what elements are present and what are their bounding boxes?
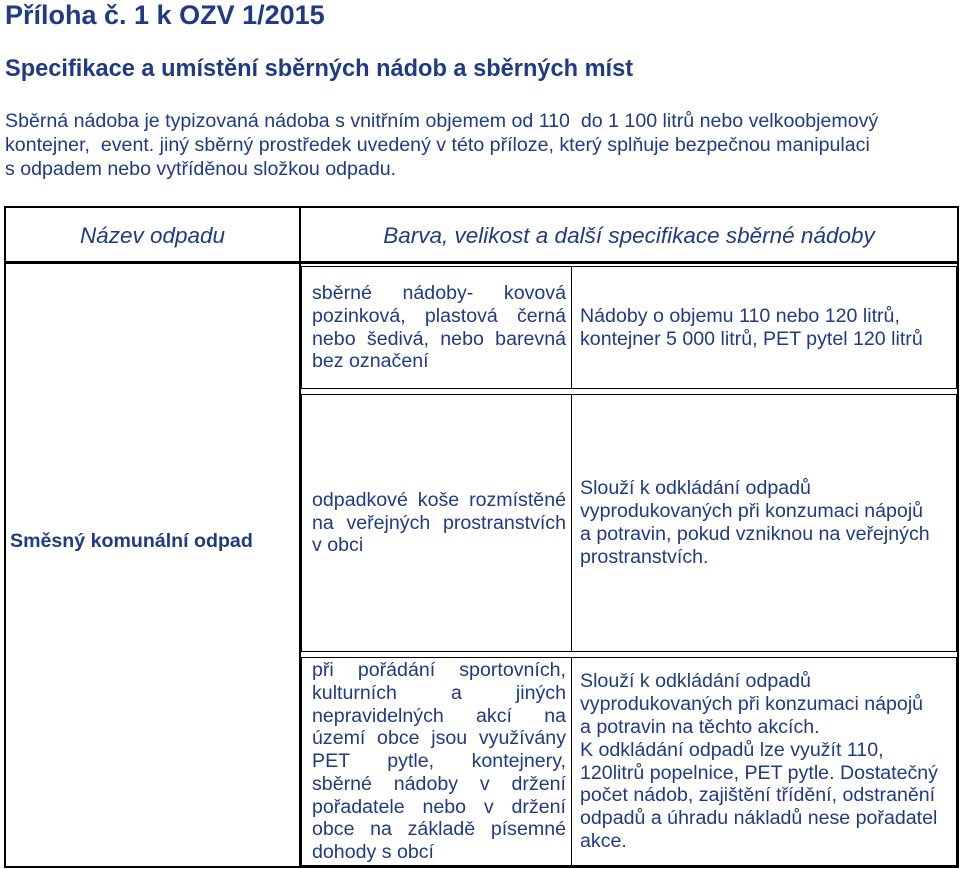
container-line: na veřejných prostranstvích — [312, 511, 566, 534]
spec-line: kontejner 5 000 litrů, PET pytel 120 litrů — [580, 327, 923, 350]
table-row — [301, 394, 957, 652]
container-line: kulturních a jiných — [312, 681, 566, 704]
spec-line: vyprodukovaných při konzumaci nápojů — [580, 500, 924, 523]
container-line: nepravidelných akcí na — [312, 704, 566, 727]
table-row — [301, 657, 957, 866]
container-line: nebo šedivá, nebo barevná — [312, 327, 566, 350]
intro-line: kontejner, event. jiný sběrný prostředek uvedený v této příloze, který splňuje bezpečnou manipulaci — [5, 134, 870, 156]
spec-cell — [572, 658, 956, 865]
header-waste-name — [6, 208, 299, 261]
container-line: při pořádání sportovních, — [312, 658, 566, 681]
section-title: Specifikace a umístění sběrných nádob a sběrných míst — [5, 56, 634, 82]
spec-line: Slouží k odkládání odpadů — [580, 670, 811, 693]
spec-line: a potravin, pokud vzniknou na veřejných — [580, 523, 930, 545]
intro-line: Sběrná nádoba je typizovaná nádoba s vnitřním objemem od 110 do 1 100 litrů nebo velkoobjemový — [5, 110, 879, 132]
header-container-spec — [301, 208, 957, 261]
spec-line: Nádoby o objemu 110 nebo 120 litrů, — [580, 304, 900, 327]
header-container-spec-label: Barva, velikost a další specifikace sběrné nádoby — [383, 223, 875, 249]
container-line: pozinková, plastová černá — [312, 304, 566, 327]
spec-line: vyprodukovaných při konzumaci nápojů — [580, 693, 924, 716]
spec-line: akce. — [580, 829, 627, 852]
spec-cell — [572, 267, 956, 388]
spec-line: prostranstvích. — [580, 545, 709, 568]
container-line: bez označení — [312, 350, 429, 373]
waste-type-label: Směsný komunální odpad — [10, 530, 253, 552]
header-waste-name-label: Název odpadu — [79, 223, 226, 249]
spec-line: odpadů a úhradu nákladů nese pořadatel — [580, 807, 938, 830]
container-line: sběrné nádoby- kovová — [312, 281, 566, 304]
header-divider — [4, 261, 959, 264]
container-line: obce na základě písemné — [312, 818, 566, 841]
container-cell — [302, 658, 572, 865]
container-line: území obce jsou využívány — [312, 727, 566, 750]
spec-line: 120litrů popelnice, PET pytle. Dostatečný — [580, 761, 938, 784]
spec-line: Slouží k odkládání odpadů — [580, 477, 811, 500]
container-line: pořadatele nebo v držení — [312, 795, 566, 818]
spec-cell — [572, 395, 956, 651]
table-row — [301, 266, 957, 389]
intro-line: s odpadem nebo vytříděnou složkou odpadu. — [5, 158, 397, 180]
container-line: v obci — [312, 534, 364, 557]
spec-line: K odkládání odpadů lze využít 110, — [580, 738, 884, 761]
container-cell — [302, 395, 572, 651]
spec-line: počet nádob, zajištění třídění, odstranění — [580, 784, 936, 807]
container-line: PET pytle, kontejnery, — [312, 750, 566, 773]
attachment-title: Příloha č. 1 k OZV 1/2015 — [5, 0, 325, 30]
spec-line: a potravin na těchto akcích. — [580, 715, 820, 738]
container-line: dohody s obcí — [312, 841, 435, 864]
intro-paragraph — [5, 109, 878, 181]
container-cell — [302, 267, 572, 388]
container-line: odpadkové koše rozmístěné — [312, 488, 566, 511]
container-line: sběrné nádoby v držení — [312, 772, 566, 795]
